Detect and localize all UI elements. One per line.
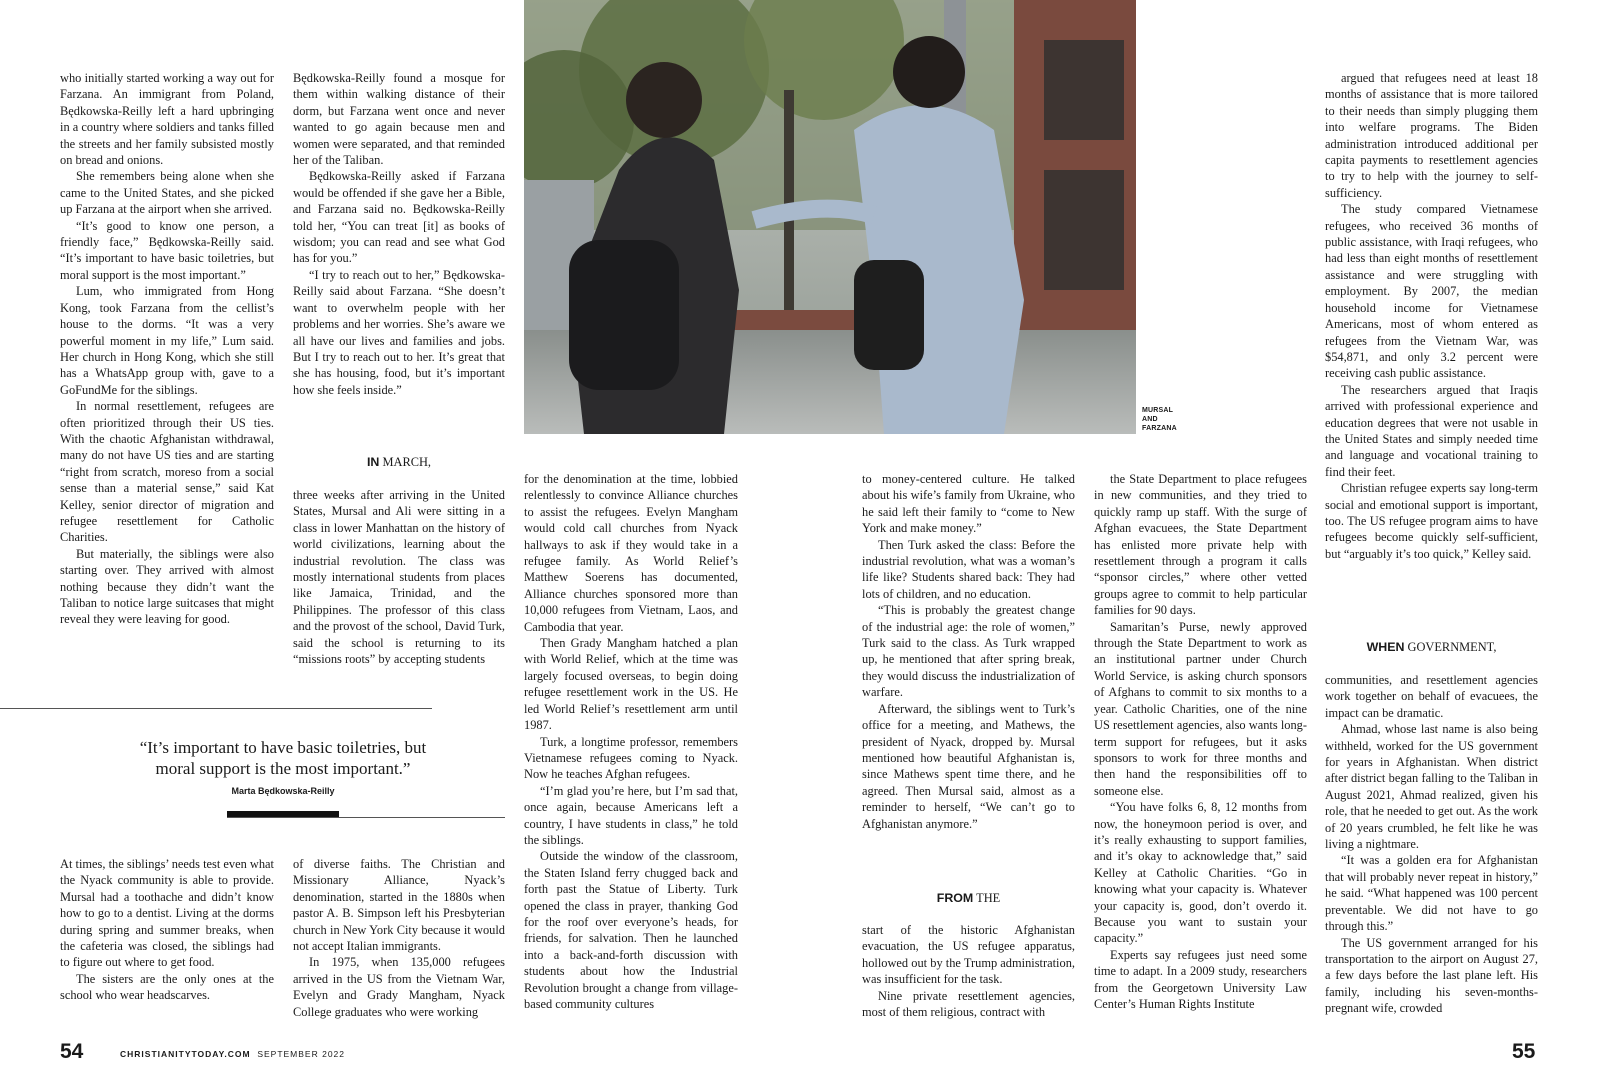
page-number-right: 55 — [1512, 1040, 1536, 1063]
paragraph: communities, and resettlement agencies work together on behalf of evacuees, the impact can be dramatic. — [1325, 673, 1538, 720]
paragraph: Samaritan’s Purse, newly approved through the State Department to work as an institutional partner under Church World Service, is asking church sponsors of Afghans to commit to six months to a year. Catholic Charities, one of the nine US resettlement agencies, also wants long-term support for refugees, but it asks sponsors to work for three months and then hand the responsibilities off to someone else. — [1094, 619, 1307, 798]
column-2-top — [293, 70, 505, 398]
paragraph: three weeks after arriving in the United States, Mursal and Ali were sitting in a class in lower Manhattan on the history of world civilizations, learning about the industrial revolution. The class was mostly international students from places like Jamaica, Trinidad, and the Philippines. The professor of this class and the provost of the school, David Turk, said the school is returning to its “missions roots” by accepting students — [293, 488, 505, 667]
paragraph: In normal resettlement, refugees are often prioritized through their US ties. With the chaotic Afghanistan withdrawal, many do not have US ties and are starting “right from scratch, moreso from a social sense than a material sense,” said Kat Kelley, senior director of migration and refugee resettlement for Catholic Charities. — [60, 399, 274, 545]
paragraph: Then Grady Mangham hatched a plan with World Relief, which at the time was largely focused overseas, to begin doing refugee resettlement work in the US. He led World Relief’s resettlement arm until 1987. — [524, 636, 738, 733]
photo-mursal-and-farzana — [524, 0, 1136, 434]
paragraph: Nine private resettlement agencies, most of them religious, contract with — [862, 988, 1075, 1020]
paragraph: “I’m glad you’re here, but I’m sad that, once again, because Americans left a country, I have students in class,” he told the siblings. — [524, 783, 738, 847]
paragraph: Ahmad, whose last name is also being withheld, worked for the US government for years in Afghanistan. When district after district began falling to the Taliban in August 2021, Ahmad realized, given his role, that he needed to get out. As the work of 20 years crumbled, he felt like he was living a nightmare. — [1325, 722, 1538, 852]
column-4-top — [862, 471, 1075, 832]
subhead-rest: THE — [973, 891, 1001, 905]
paragraph: Będkowska-Reilly asked if Farzana would be offended if she gave her a Bible, and Farzana said no. Będkowska-Reilly told her, “You can treat [it] as books of wisdom; you can read and see what God has for you.” — [293, 169, 505, 266]
column-3 — [524, 471, 738, 1012]
paragraph: The sisters are the only ones at the school who wear headscarves. — [60, 971, 274, 1003]
paragraph: “It’s good to know one person, a friendly face,” Będkowska-Reilly said. “It’s important to have basic toiletries, but moral support is the most important.” — [60, 218, 274, 282]
column-6-bottom — [1325, 672, 1538, 1017]
paragraph: Afterward, the siblings went to Turk’s office for a meeting, and Mathews, the president of Nyack, dropped by. Mursal mentioned how beautiful Afghanistan is, since Mathews spent time there, and he agreed. Then Mursal said, almost as a reminder to herself, “We can’t go to Afghanistan anymore.” — [862, 701, 1075, 831]
pullquote-attribution: Marta Będkowska-Reilly — [231, 786, 335, 796]
paragraph: “You have folks 6, 8, 12 months from now, the honeymoon period is over, and it’s really exhausting to support families, and it’s okay to acknowledge that,” said Kelley at Catholic Charities. “Go in knowing what your capacity is. Whatever your capacity is, good, don’t overdo it. Because you want to sustain your capacity.” — [1094, 800, 1307, 946]
subhead-lead: FROM — [936, 891, 974, 905]
paragraph: who initially started working a way out for Farzana. An immigrant from Poland, Będkowska-Reilly left a hard upbringing in a country where soldiers and tanks filled the streets and her family subsisted mostly on bread and onions. — [60, 71, 274, 168]
page-number-left: 54 — [60, 1040, 84, 1063]
pullquote-top-rule — [0, 708, 432, 709]
paragraph: Outside the window of the classroom, the Staten Island ferry chugged back and forth past the Statue of Liberty. Turk opened the class in prayer, thanking God for the roof over everyone’s heads, for friends, for salvation. Then he launched into a back-and-forth discussion with students about how the Industrial Revolution brought a change from village-based community cultures — [524, 849, 738, 1011]
subhead-in-march — [293, 455, 505, 470]
column-1-top — [60, 70, 274, 628]
paragraph: the State Department to place refugees in new communities, and they tried to quickly ramp up staff. With the surge of Afghan evacuees, the State Department has enlisted more private help with resettlement through a program it calls “sponsor circles,” where other vetted groups agree to commit to help particular families for 90 days. — [1094, 472, 1307, 618]
paragraph: Then Turk asked the class: Before the industrial revolution, what was a woman’s life like? Students shared back: They had lots of children, and no education. — [862, 537, 1075, 601]
paragraph: “I try to reach out to her,” Będkowska-Reilly said about Farzana. “She doesn’t want to overwhelm people with her problems and her worries. She’s aware we all have our lives and families and jobs. But I try to reach out to her. It’s great that she has housing, food, but it’s important how she feels inside.” — [293, 267, 505, 397]
paragraph: Będkowska-Reilly found a mosque for them within walking distance of their dorm, but Farzana went once and never wanted to go again because men and women were separated, and that reminded her of the Taliban. — [293, 71, 505, 168]
pullquote-bottom-rule — [227, 817, 505, 818]
footer-site: CHRISTIANITYTODAY.COM — [120, 1049, 251, 1059]
subhead-lead: IN — [366, 455, 380, 469]
paragraph: The US government arranged for his transportation to the airport on August 27, a few days before the last plane left. His family, including his seven-months-pregnant wife, crowded — [1325, 935, 1538, 1016]
paragraph: In 1975, when 135,000 refugees arrived in the US from the Vietnam War, Evelyn and Grady Mangham, Nyack College graduates who were working — [293, 955, 505, 1019]
paragraph: to money-centered culture. He talked about his wife’s family from Ukraine, who he said left their family to “come to New York and make money.” — [862, 472, 1075, 536]
photo-caption — [1142, 406, 1177, 433]
paragraph: She remembers being alone when she came to the United States, and she picked up Farzana at the airport when she arrived. — [60, 169, 274, 217]
subhead-rest: GOVERNMENT, — [1404, 640, 1497, 654]
paragraph: Experts say refugees just need some time to adapt. In a 2009 study, researchers from the Georgetown University Law Center’s Human Rights Institute — [1094, 947, 1307, 1011]
column-4-bottom — [862, 922, 1075, 1020]
paragraph: At times, the siblings’ needs test even what the Nyack community is able to provide. Mursal had a toothache and didn’t know how to go to a dentist. Living at the dorms during spring and summer breaks, when the cafeteria was closed, the siblings had to figure out where to get food. — [60, 857, 274, 970]
footer-issue: SEPTEMBER 2022 — [257, 1049, 346, 1059]
subhead-from-the — [862, 891, 1075, 906]
caption-line: MURSAL — [1142, 407, 1174, 414]
paragraph: Lum, who immigrated from Hong Kong, took Farzana from the cellist’s house to the dorms. “It was a very powerful moment in my life,” Lum said. Her church in Hong Kong, which she still has a WhatsApp group with, gave to a GoFundMe for the siblings. — [60, 284, 274, 397]
footer-line — [120, 1049, 345, 1059]
paragraph: “This is probably the greatest change of the industrial age: the role of women,” Turk said to the class. As Turk wrapped up, he mentioned that after spring break, they would discuss the industrialization of warfare. — [862, 603, 1075, 700]
subhead-when-government — [1325, 640, 1538, 655]
paragraph: “It was a golden era for Afghanistan that will probably never repeat in history,” he said. “What happened was 100 percent preventable. We did not have to go through this.” — [1325, 853, 1538, 934]
paragraph: for the denomination at the time, lobbied relentlessly to convince Alliance churches to assist the refugees. Evelyn Mangham would cold call churches from Nyack hallways to ask if they would take in a refugee family. As World Relief’s Matthew Soerens has documented, Alliance churches sponsored more than 10,000 refugees from Vietnam, Laos, and Cambodia that year. — [524, 472, 738, 634]
column-1-bottom — [60, 856, 274, 1004]
column-6-top — [1325, 70, 1538, 562]
paragraph: Christian refugee experts say long-term social and emotional support is important, too. The US refugee program aims to have refugees become quickly self-sufficient, but “arguably it’s too quick,” Kelley said. — [1325, 481, 1538, 561]
paragraph: The study compared Vietnamese refugees, who received 36 months of public assistance, with Iraqi refugees, who had less than eight months of resettlement assistance and were struggling with employment. By 2007, the median household income for Vietnamese Americans, most of whom entered as refugees from the Vietnam War, was $54,871, and only 3.2 percent were receiving cash public assistance. — [1325, 202, 1538, 381]
pullquote-text: “It’s important to have basic toiletries, but moral support is the most important.” — [139, 738, 427, 778]
subhead-lead: WHEN — [1366, 640, 1405, 654]
paragraph: start of the historic Afghanistan evacuation, the US refugee apparatus, hollowed out by the Trump administration, was insufficient for the task. — [862, 923, 1075, 987]
column-2-bottom — [293, 856, 505, 1020]
column-2-mid — [293, 487, 505, 667]
subhead-rest: MARCH, — [379, 455, 432, 469]
column-5 — [1094, 471, 1307, 1012]
paragraph: The researchers argued that Iraqis arrived with professional experience and education degrees that were not usable in the United States and simply needed time and language and vocational training to find their feet. — [1325, 382, 1538, 479]
paragraph: of diverse faiths. The Christian and Missionary Alliance, Nyack’s denomination, started in the 1880s when pastor A. B. Simpson left his Presbyterian church in New York City because it would not accept Italian immigrants. — [293, 857, 505, 954]
paragraph: Turk, a longtime professor, remembers Vietnamese refugees coming to Nyack. Now he teaches Afghan refugees. — [524, 734, 738, 782]
caption-line: AND — [1142, 416, 1158, 423]
paragraph: argued that refugees need at least 18 months of assistance that is more tailored to their needs than simply plugging them into welfare programs. The Biden administration introduced additional per capita payments to resettlement agencies to try to help with the journey to self-sufficiency. — [1325, 71, 1538, 200]
paragraph: But materially, the siblings were also starting over. They arrived with almost nothing because they didn’t want the Taliban to notice large suitcases that might reveal they were leaving for good. — [60, 546, 274, 627]
caption-line: FARZANA — [1142, 425, 1177, 432]
